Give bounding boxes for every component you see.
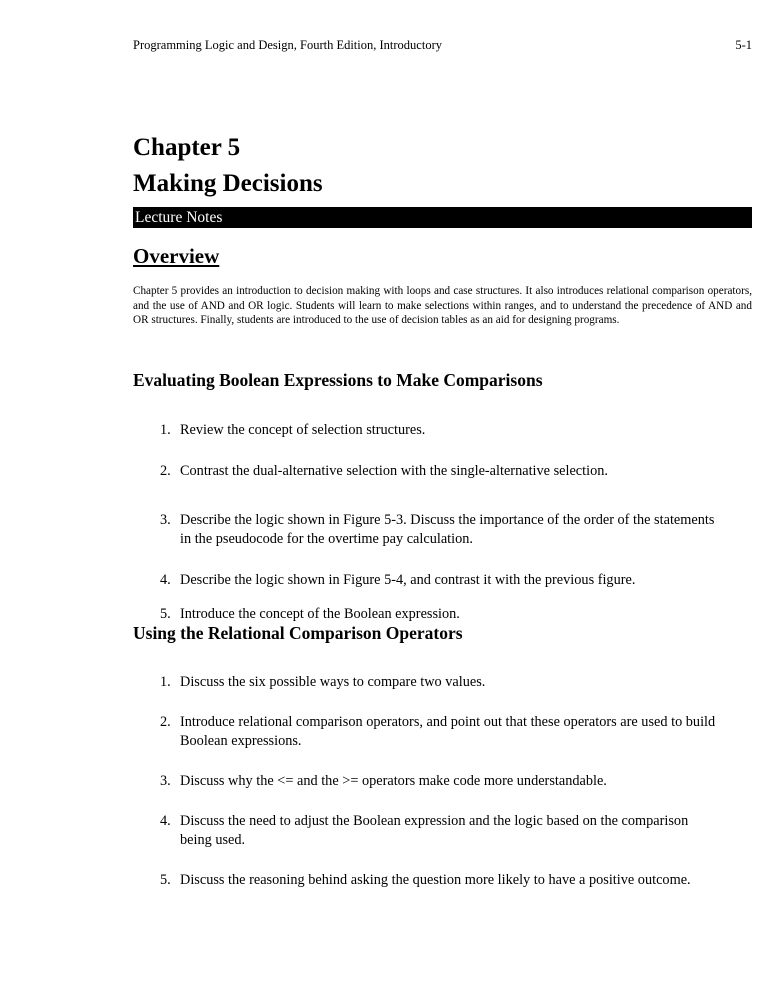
- list-item: [160, 673, 720, 692]
- item-number: 2.: [160, 463, 171, 479]
- item-text: Introduce relational comparison operators, and point out that these operators are used to build Boolean expressions.: [180, 714, 716, 749]
- running-header-title: Programming Logic and Design, Fourth Edition, Introductory: [133, 38, 442, 52]
- item-text: Introduce the concept of the Boolean expression.: [180, 606, 460, 622]
- list-item: [160, 462, 720, 481]
- item-number: 1.: [160, 422, 171, 438]
- item-text: Discuss the need to adjust the Boolean expression and the logic based on the comparison being used.: [180, 813, 689, 848]
- list-item: [160, 812, 720, 850]
- section-heading: Using the Relational Comparison Operators: [133, 623, 463, 643]
- page-number: 5-1: [735, 38, 752, 52]
- list-item: [160, 772, 720, 791]
- item-number: 5.: [160, 872, 171, 888]
- item-number: 3.: [160, 512, 171, 528]
- item-text: Discuss the reasoning behind asking the question more likely to have a positive outcome.: [180, 872, 691, 888]
- item-number: 1.: [160, 674, 171, 690]
- item-number: 3.: [160, 773, 171, 789]
- list-item: [160, 871, 720, 890]
- section-heading: Evaluating Boolean Expressions to Make Comparisons: [133, 370, 543, 390]
- item-text: Discuss why the <= and the >= operators make code more understandable.: [180, 773, 607, 789]
- item-text: Describe the logic shown in Figure 5-3. Discuss the importance of the order of the statements in the pseudocode for the overtime pay calculation.: [180, 512, 715, 547]
- overview-paragraph: Chapter 5 provides an introduction to decision making with loops and case structures. It also introduces relational comparison operators, and the use of AND and OR logic. Students will learn to make selections within ranges, and to understand the precedence of AND and OR structures. Finally, students are introduced to the use of decision tables as an aid for designing programs.: [133, 285, 752, 327]
- chapter-title: Making Decisions: [133, 170, 323, 197]
- overview-heading: Overview: [133, 244, 220, 268]
- item-number: 4.: [160, 813, 171, 829]
- item-number: 2.: [160, 714, 171, 730]
- chapter-number: Chapter 5: [133, 134, 241, 161]
- item-number: 5.: [160, 606, 171, 622]
- item-text: Contrast the dual-alternative selection with the single-alternative selection.: [180, 463, 608, 479]
- list-item: [160, 605, 720, 624]
- list-item: [160, 511, 720, 549]
- list-item: [160, 571, 720, 590]
- item-text: Describe the logic shown in Figure 5-4, and contrast it with the previous figure.: [180, 572, 636, 588]
- list-item: [160, 421, 720, 440]
- lecture-notes-banner: Lecture Notes: [133, 207, 752, 228]
- item-text: Review the concept of selection structures.: [180, 422, 426, 438]
- item-text: Discuss the six possible ways to compare two values.: [180, 674, 486, 690]
- list-item: [160, 713, 720, 751]
- item-number: 4.: [160, 572, 171, 588]
